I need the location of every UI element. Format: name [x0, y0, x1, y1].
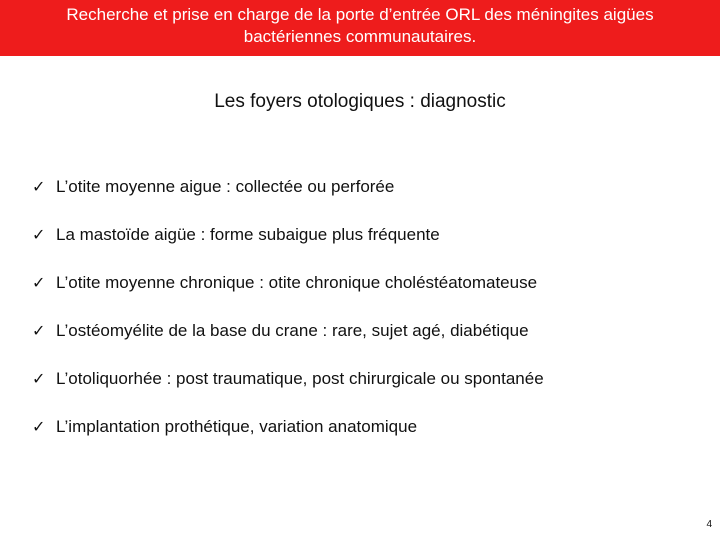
bullet-text: La mastoïde aigüe : forme subaigue plus fréquente — [56, 225, 440, 244]
list-item — [32, 367, 544, 391]
list-item — [32, 175, 544, 199]
list-item — [32, 271, 544, 295]
list-item — [32, 415, 544, 439]
bullet-text: L’ostéomyélite de la base du crane : rare, sujet agé, diabétique — [56, 321, 529, 340]
bullet-text: L’otoliquorhée : post traumatique, post chirurgicale ou spontanée — [56, 369, 544, 388]
bullet-list — [32, 175, 544, 463]
slide-subtitle: Les foyers otologiques : diagnostic — [214, 91, 506, 112]
slide-title: Recherche et prise en charge de la porte d’entrée ORL des méningites aigües bactériennes communautaires. — [66, 5, 654, 46]
bullet-text: L’implantation prothétique, variation anatomique — [56, 417, 418, 436]
check-icon: ✓ — [32, 225, 46, 244]
check-icon: ✓ — [32, 321, 46, 340]
header-band — [0, 0, 720, 56]
check-icon: ✓ — [32, 177, 46, 196]
bullet-text: L’otite moyenne chronique : otite chronique choléstéatomateuse — [56, 273, 538, 292]
check-icon: ✓ — [32, 273, 46, 292]
list-item — [32, 319, 544, 343]
bullet-text: L’otite moyenne aigue : collectée ou perforée — [56, 177, 395, 196]
check-icon: ✓ — [32, 417, 46, 436]
list-item — [32, 223, 544, 247]
page-number: 4 — [706, 519, 712, 530]
check-icon: ✓ — [32, 369, 46, 388]
